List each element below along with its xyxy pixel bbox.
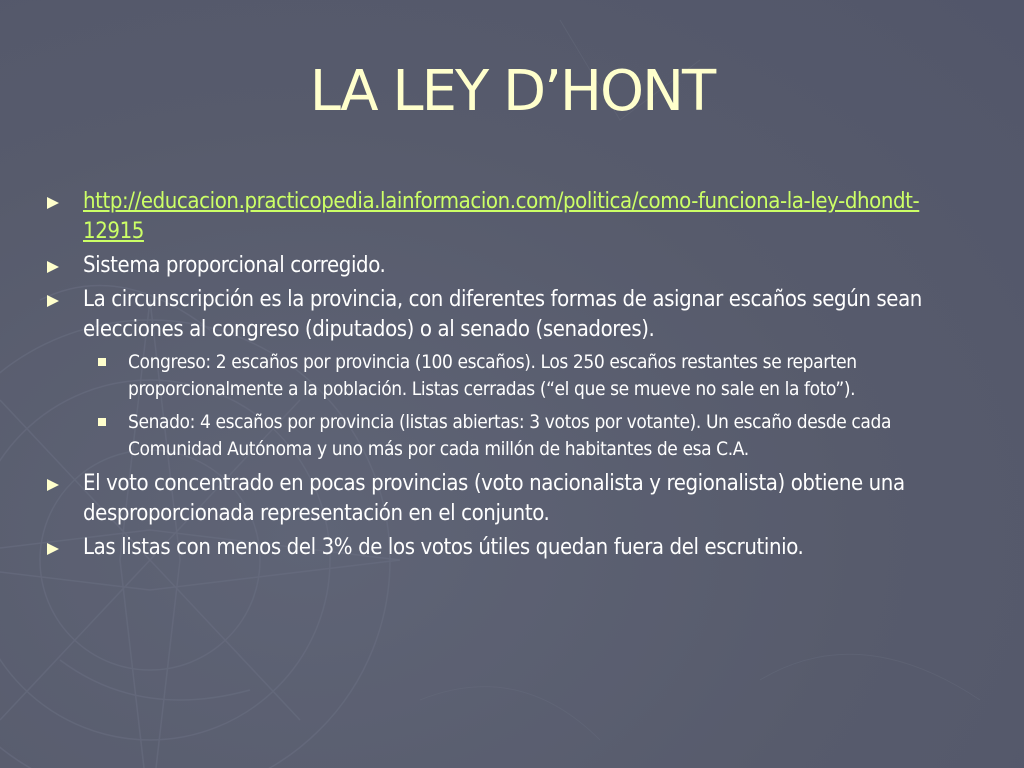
triangle-bullet-icon	[47, 543, 59, 555]
sub-bullet-senado	[42, 409, 973, 463]
bullet-text: Las listas con menos del 3% de los votos útiles quedan fuera del escrutinio.	[83, 535, 804, 560]
bullet-list	[42, 187, 972, 567]
sub-bullet-text: Congreso: 2 escaños por provincia (100 escaños). Los 250 escaños restantes se reparten proporcionalmente a la población. Listas cerradas (“el que se mueve no sale en la foto”).	[128, 351, 857, 400]
triangle-bullet-icon	[47, 295, 59, 307]
bullet-voto-concentrado	[42, 469, 972, 529]
bullet-sistema	[42, 251, 972, 281]
sub-bullet-text: Senado: 4 escaños por provincia (listas abiertas: 3 votos por votante). Un escaño desde cada Comunidad Autónoma y uno más por cada millón de habitantes de esa C.A.	[128, 411, 892, 460]
triangle-bullet-icon	[47, 197, 59, 209]
square-bullet-icon	[98, 418, 106, 426]
slide-title: LA LEY D’HONT	[309, 59, 715, 124]
bullet-circunscripcion	[42, 285, 972, 345]
triangle-bullet-icon	[47, 479, 59, 491]
bullet-link	[42, 187, 972, 247]
triangle-bullet-icon	[47, 261, 59, 273]
bullet-text: La circunscripción es la provincia, con diferentes formas de asignar escaños según sean elecciones al congreso (diputados) o al senado (senadores).	[83, 287, 922, 342]
bullet-text: Sistema proporcional corregido.	[83, 253, 386, 278]
bullet-listas	[42, 533, 972, 563]
practicopedia-link[interactable]: http://educacion.practicopedia.lainformacion.com/politica/como-funciona-la-ley-dhondt-12915	[83, 189, 920, 244]
bullet-text: El voto concentrado en pocas provincias (voto nacionalista y regionalista) obtiene una desproporcionada representación en el conjunto.	[83, 471, 905, 526]
square-bullet-icon	[98, 358, 106, 366]
sub-bullet-congreso	[42, 349, 973, 403]
